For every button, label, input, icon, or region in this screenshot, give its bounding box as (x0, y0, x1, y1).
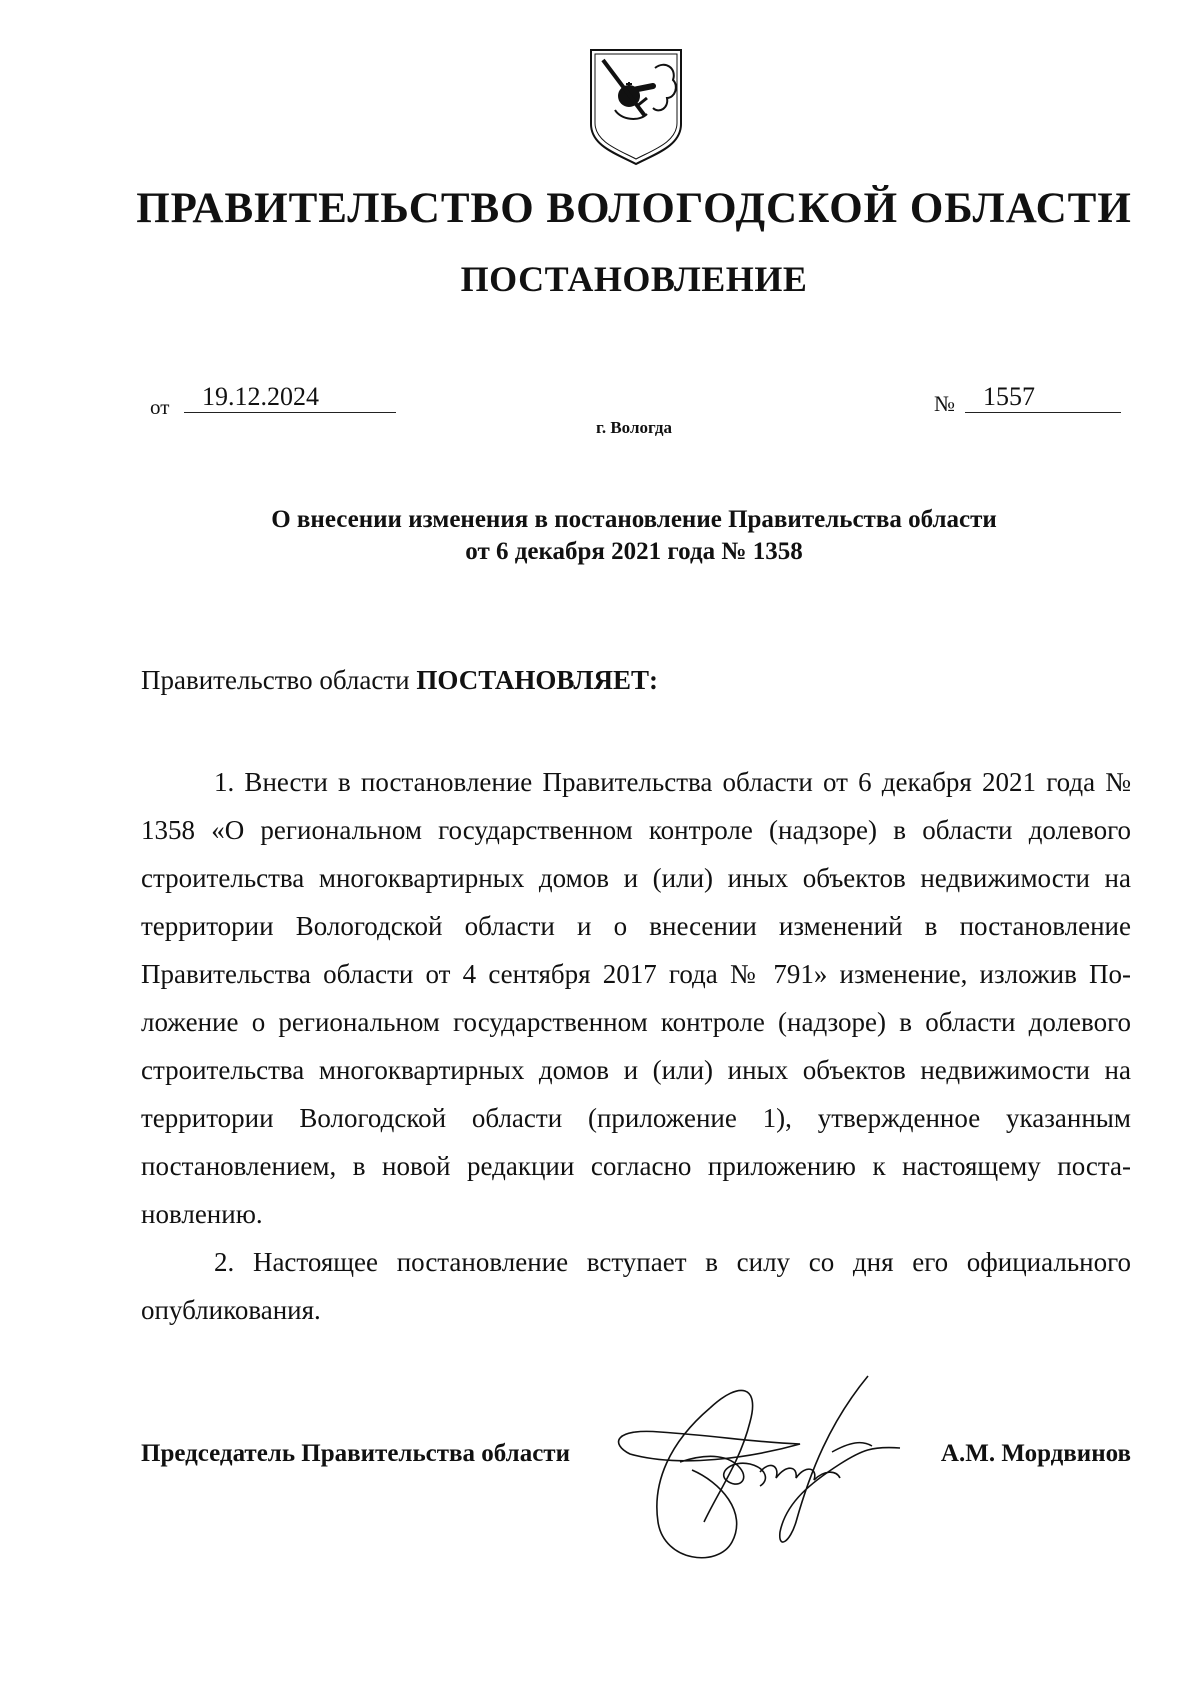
document-body (141, 758, 1131, 1334)
resolution-keyword: ПОСТАНОВЛЯЕТ: (416, 665, 658, 695)
city: г. Вологда (596, 418, 672, 437)
paragraph-1: 1. Внести в постановление Правительства области от 6 декабря 2021 года № 1358 «О региональном государственном контроле (надзоре) в области долевого строительства многоквартирных домов и (или) иных объектов недвижимости на территории Вологодской области и о внесении изменений в постановление Правительства области от 4 сентября 2017 года № 791» изменение, изложив Положение о региональном государственном контроле (надзоре) в области долевого строительства многоквартирных домов и (или) иных объектов недвижимости на территории Вологодской области (приложение 1), утвержденное указанным постановлением, в новой редакции согласно приложению к настоящему постановлению. (141, 767, 1131, 1229)
preamble-text: Правительство области (141, 665, 417, 695)
number-label: № (934, 391, 955, 416)
handwritten-signature-icon (600, 1372, 940, 1582)
signatory-position: Председатель Правительства области (141, 1440, 570, 1467)
signatory-name: А.М. Мордвинов (940, 1440, 1131, 1467)
document-type: ПОСТАНОВЛЕНИЕ (460, 259, 808, 299)
government-title: ПРАВИТЕЛЬСТВО ВОЛОГОДСКОЙ ОБЛАСТИ (136, 185, 1132, 232)
paragraph-2: 2. Настоящее постановление вступает в силу со дня его официального опубликования. (141, 1247, 1131, 1325)
document-date: 19.12.2024 (184, 381, 396, 413)
document-number: 1557 (965, 381, 1121, 413)
resolution-preamble (141, 665, 658, 696)
document-subject (200, 504, 1068, 568)
date-label: от (150, 395, 170, 419)
vologda-coat-of-arms-icon (585, 46, 687, 166)
subject-line-2: от 6 декабря 2021 года № 1358 (465, 538, 803, 565)
subject-line-1: О внесении изменения в постановление Правительства области (271, 506, 997, 533)
